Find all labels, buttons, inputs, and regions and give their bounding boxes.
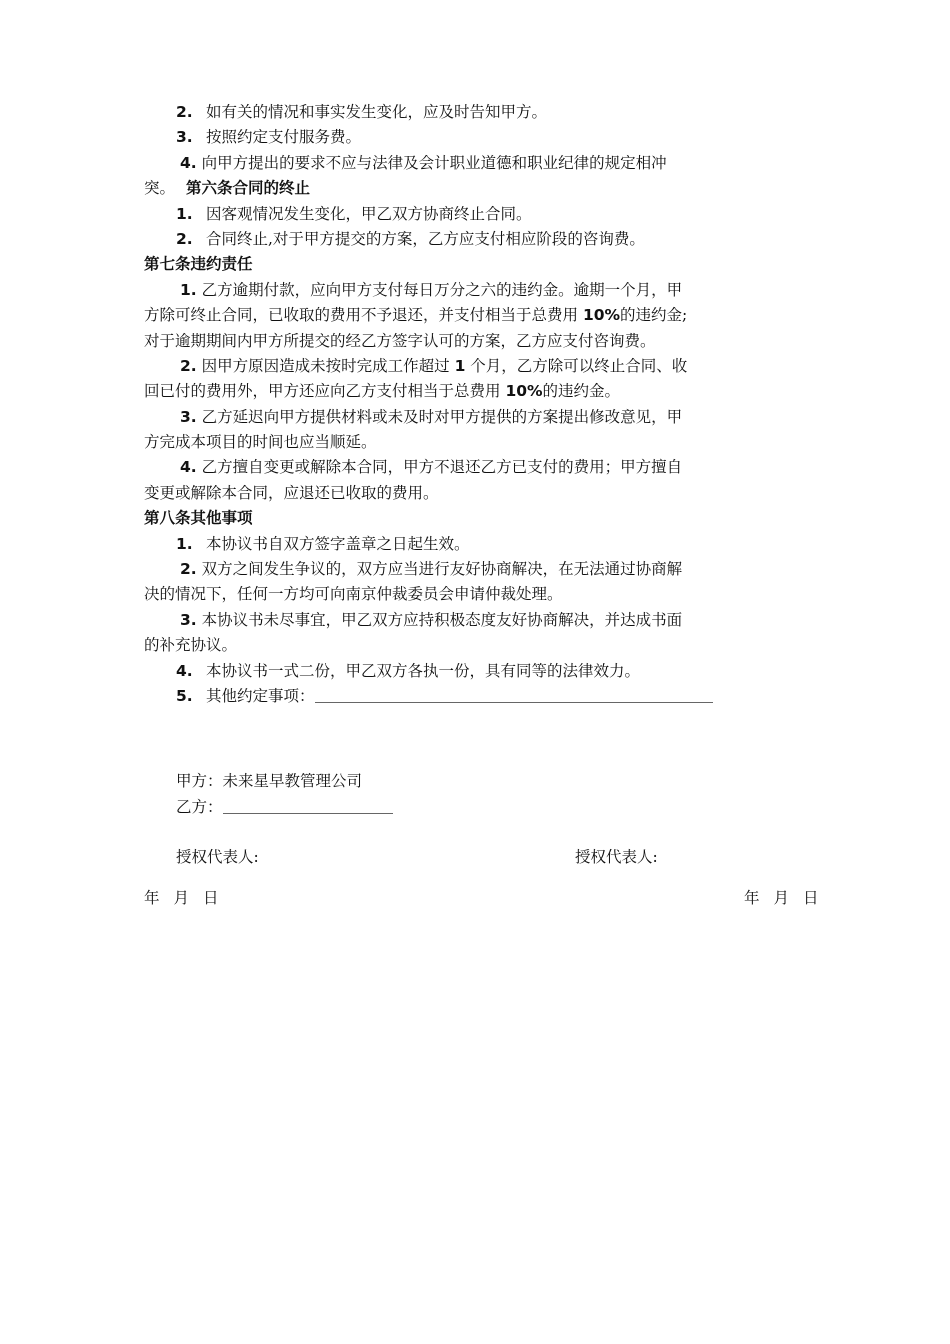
- item-text: 决的情况下，任何一方均可向南京仲裁委员会申请仲裁处理。: [144, 585, 563, 604]
- party-b-blank[interactable]: [223, 797, 393, 814]
- item-number: 5.: [176, 686, 193, 705]
- article7-item-1-line1: [144, 278, 824, 303]
- article6-heading: 第六条合同的终止: [185, 179, 310, 198]
- obligation-item-2: [144, 100, 824, 125]
- item-text: 乙方逾期付款，应向甲方支付每日万分之六的违约金。逾期一个月，甲: [201, 280, 683, 299]
- article7-heading: 第七条违约责任: [144, 255, 253, 274]
- article6-item-2: [144, 227, 824, 252]
- months-value: 1: [454, 356, 466, 375]
- date-year: 年: [744, 889, 760, 907]
- item-text: 回已付的费用外，甲方还应向乙方支付相当于总费用: [144, 382, 506, 401]
- item-text: 因甲方原因造成未按时完成工作超过: [201, 356, 455, 375]
- article8-heading: 第八条其他事项: [144, 509, 253, 528]
- article8-item-5: [144, 684, 824, 709]
- item-number: 1.: [176, 534, 193, 553]
- date-month: 月: [173, 889, 190, 907]
- item-number: 2.: [176, 229, 193, 248]
- percent-value: 10%: [582, 306, 621, 325]
- date-day: 日: [203, 889, 219, 907]
- date-month: 月: [773, 889, 790, 907]
- item-number: 3.: [180, 610, 197, 629]
- article8-item-1: [144, 532, 824, 557]
- item-text: 按照约定支付服务费。: [206, 128, 362, 147]
- item-text: 向甲方提出的要求不应与法律及会计职业道德和职业纪律的规定相冲: [201, 153, 667, 172]
- item-text: 如有关的情况和事实发生变化，应及时告知甲方。: [206, 103, 548, 121]
- article7-item-3-line2: [144, 430, 824, 455]
- contract-page: [144, 100, 824, 709]
- item-text: 突。: [144, 179, 176, 198]
- item-text: 变更或解除本合同，应退还已收取的费用。: [144, 483, 439, 502]
- article8-item-3-line2: [144, 633, 824, 658]
- item-number: 3.: [176, 128, 193, 147]
- item-text: 本协议书未尽事宜，甲乙双方应持积极态度友好协商解决，并达成书面: [201, 610, 683, 629]
- party-a-line: 甲方：未来星早教管理公司: [176, 772, 363, 790]
- rep-right: 授权代表人:: [575, 848, 658, 866]
- item-text: 个月，乙方除可以终止合同、收: [465, 356, 688, 375]
- item-text: 乙方擅自变更或解除本合同，甲方不退还乙方已支付的费用；甲方擅自: [201, 458, 683, 477]
- item-number: 3.: [180, 407, 197, 426]
- date-right: [744, 886, 819, 911]
- party-b-label: 乙方：: [176, 798, 223, 816]
- article7-item-2-line1: [144, 354, 824, 379]
- party-b-line: [176, 795, 393, 820]
- article8-item-2-line1: [144, 557, 824, 582]
- item-text: 的补充协议。: [144, 636, 238, 655]
- item-text: 其他约定事项：: [206, 686, 315, 705]
- article7-item-3-line1: [144, 405, 824, 430]
- date-day: 日: [803, 889, 819, 907]
- article7-item-4-line2: [144, 481, 824, 506]
- article8-item-4: [144, 659, 824, 684]
- rep-left: 授权代表人:: [176, 848, 259, 866]
- article7-item-1-line2: [144, 303, 824, 328]
- obligation-item-3: [144, 125, 824, 150]
- article6-item-1: [144, 202, 824, 227]
- date-year: 年: [144, 889, 160, 907]
- item-number: 1.: [176, 204, 193, 223]
- item-number: 4.: [180, 153, 197, 172]
- item-text: 乙方延迟向甲方提供材料或未及时对甲方提供的方案提出修改意见，甲: [201, 407, 683, 426]
- blank-fill-line[interactable]: [315, 686, 713, 703]
- item-number: 4.: [176, 661, 193, 680]
- item-text: 的违约金;: [620, 306, 688, 325]
- article8-item-2-line2: [144, 582, 824, 607]
- item-text: 对于逾期期间内甲方所提交的经乙方签字认可的方案，乙方应支付咨询费。: [144, 331, 656, 350]
- percent-value: 10%: [505, 382, 543, 401]
- article7-item-1-line3: [144, 329, 824, 354]
- item-text: 本协议书自双方签字盖章之日起生效。: [206, 534, 470, 553]
- item-number: 1.: [180, 280, 197, 299]
- article7-item-2-line2: [144, 379, 824, 404]
- obligation-item-4-line1: [144, 151, 824, 176]
- item-number: 2.: [176, 103, 193, 121]
- article8-item-3-line1: [144, 608, 824, 633]
- article7-item-4-line1: [144, 455, 824, 480]
- obligation-item-4-line2: [144, 176, 824, 201]
- item-number: 4.: [180, 458, 197, 477]
- item-text: 双方之间发生争议的，双方应当进行友好协商解决，在无法通过协商解: [201, 560, 683, 579]
- item-text: 方除可终止合同，已收取的费用不予退还，并支付相当于总费用: [144, 306, 583, 325]
- item-number: 2.: [180, 356, 197, 375]
- item-text: 方完成本项目的时间也应当顺延。: [144, 433, 377, 452]
- item-number: 2.: [180, 560, 197, 579]
- item-text: 的违约金。: [542, 382, 621, 401]
- item-text: 本协议书一式二份，甲乙双方各执一份，具有同等的法律效力。: [206, 661, 641, 680]
- item-text: 合同终止,对于甲方提交的方案，乙方应支付相应阶段的咨询费。: [206, 229, 645, 248]
- item-text: 因客观情况发生变化，甲乙双方协商终止合同。: [206, 204, 532, 223]
- date-left: [144, 886, 219, 911]
